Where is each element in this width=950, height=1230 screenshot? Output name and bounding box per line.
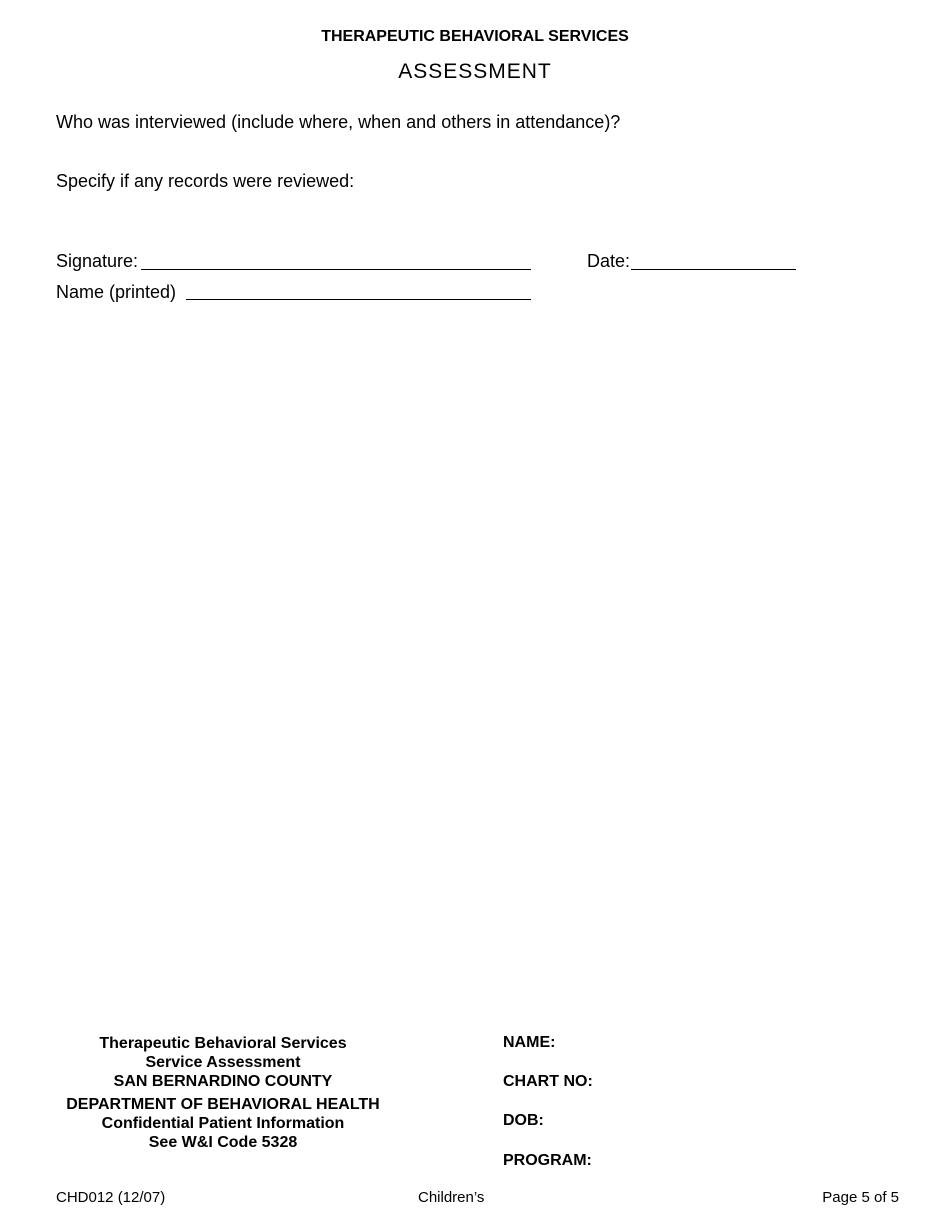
question-interviewed: Who was interviewed (include where, when and others in attendance)? bbox=[56, 112, 621, 132]
signature-line[interactable] bbox=[141, 269, 531, 270]
patient-program-label: PROGRAM: bbox=[503, 1152, 592, 1169]
signature-label: Signature: bbox=[56, 251, 139, 271]
footer-org-line: Service Assessment bbox=[145, 1054, 301, 1071]
question-records-reviewed: Specify if any records were reviewed: bbox=[56, 171, 355, 191]
form-subtitle: ASSESSMENT bbox=[398, 60, 552, 83]
footer-org-line: See W&I Code 5328 bbox=[148, 1134, 298, 1151]
footer-org-line: DEPARTMENT OF BEHAVIORAL HEALTH bbox=[66, 1096, 380, 1113]
date-label: Date: bbox=[587, 251, 631, 271]
name-printed-line[interactable] bbox=[186, 299, 531, 300]
footer-organization bbox=[48, 1034, 398, 1152]
form-code: CHD012 (12/07) bbox=[56, 1189, 166, 1206]
form-title: THERAPEUTIC BEHAVIORAL SERVICES bbox=[321, 28, 629, 45]
patient-name-label: NAME: bbox=[503, 1034, 556, 1051]
patient-chart-label: CHART NO: bbox=[503, 1073, 593, 1090]
patient-dob-label: DOB: bbox=[503, 1112, 544, 1129]
footer-org-line: SAN BERNARDINO COUNTY bbox=[113, 1073, 333, 1090]
page-number: Page 5 of 5 bbox=[822, 1189, 899, 1206]
name-printed-label: Name (printed) bbox=[56, 282, 177, 302]
date-line[interactable] bbox=[631, 269, 796, 270]
form-category: Children’s bbox=[418, 1189, 485, 1206]
footer-org-line: Confidential Patient Information bbox=[101, 1115, 345, 1132]
footer-org-line: Therapeutic Behavioral Services bbox=[99, 1035, 347, 1052]
